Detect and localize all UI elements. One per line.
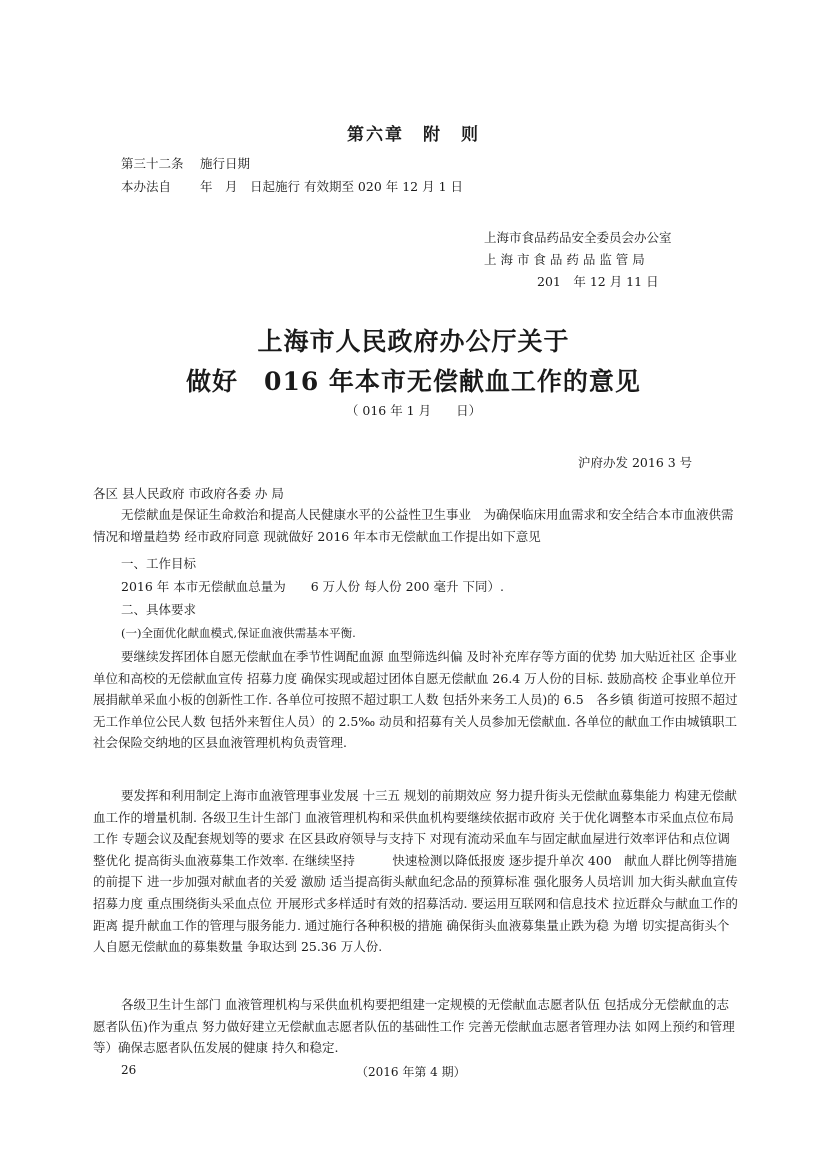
goal-text: 2016 年 本市无偿献血总量为 6 万人份 每人份 200 毫升 下同）. [121,579,504,594]
body-paragraph-1: 要继续发挥团体自愿无偿献血在季节性调配血源 血型筛选纠偏 及时补充库存等方面的优势 加大贴近社区 企事业单位和高校的无偿献血宣传 招募力度 确保实现或超过团体自愿无偿献血 26.4 万人份的目标. 鼓励高校 企事业单位开展捐献单采血小板的创新性工作. 各单位可按照不超过职工人数 包括外来务工人员)的 6.5 各乡镇 街道可按照不超过无工作单位公民人数 包括外来暂住人员）的 2.5‰ 动员和招募有关人员参加无偿献血. 各单位的献血工作由城镇职工社会保险交纳地的区县血液管理机构负责管理. [93,649,738,751]
section-heading-requirements: 二、具体要求 [121,602,197,617]
notice-title-line1: 上海市人民政府办公厅关于 [257,327,570,356]
body-paragraph-3: 各级卫生计生部门 血液管理机构与采供血机构要把组建一定规模的无偿献血志愿者队伍 包括成分无偿献血的志愿者队伍)作为重点 努力做好建立无偿献血志愿者队伍的基础性工作 完善无偿献血志愿者管理办法 如网上预约和管理等）确保志愿者队伍发展的健康 持久和稳定. [93,997,735,1056]
chapter-title: 第六章 附 则 [347,125,480,145]
issuer-office: 上海市食品药品安全委员会办公室 [484,230,672,245]
document-number: 沪府办发 2016 3 号 [578,455,693,470]
notice-title-line2: 做好 016 年本市无偿献血工作的意见 [186,367,641,396]
intro-paragraph: 无偿献血是保证生命救治和提高人民健康水平的公益性卫生事业 为确保临床用血需求和安全结合本市血液供需情况和增量趋势 经市政府同意 现就做好 2016 年本市无偿献血工作提出如下意见 [93,507,734,544]
body-paragraph-2: 要发挥和利用制定上海市血液管理事业发展 十三五 规划的前期效应 努力提升街头无偿献血募集能力 构建无偿献血工作的增量机制. 各级卫生计生部门 血液管理机构和采供血机构要继续依据市政府 关于优化调整本市采血点位布局工作 专题会议及配套规划等的要求 在区县政府领导与支持下 对现有流动采血车与固定献血屋进行效率评估和点位调整优化 提高街头血液募集工作效率. 在继续坚持 快速检测以降低报废 逐步提升单次 400 献血人群比例等措施的前提下 进一步加强对献血者的关爱 激励 适当提高街头献血纪念品的预算标准 强化服务人员培训 加大街头献血宣传招募力度 重点围绕街头采血点位 开展形式多样适时有效的招募活动. 要运用互联网和信息技术 拉近群众与献血工作的距离 提升献血工作的管理与服务能力. 通过施行各种积极的措施 确保街头血液募集量止跌为稳 为增 切实提高街头个人自愿无偿献血的募集数量 争取达到 25.36 万人份. [93,788,738,955]
subsection-heading: (一)全面优化献血模式,保证血液供需基本平衡. [121,626,356,640]
issuer-date: 201 年 12 月 11 日 [537,274,659,289]
notice-date: （ 016 年 1 月 日） [345,403,482,418]
page-number: 26 [121,1063,137,1077]
addressee: 各区 县人民政府 市政府各委 办 局 [93,486,284,501]
section-heading-goals: 一、工作目标 [121,556,197,571]
article-heading: 第三十二条 施行日期 [121,156,250,171]
article-body: 本办法自 年 月 日起施行 有效期至 020 年 12 月 1 日 [121,179,464,194]
issuer-bureau: 上 海 市 食 品 药 品 监 管 局 [484,252,645,267]
issue-label: （2016 年第 4 期） [356,1065,466,1079]
